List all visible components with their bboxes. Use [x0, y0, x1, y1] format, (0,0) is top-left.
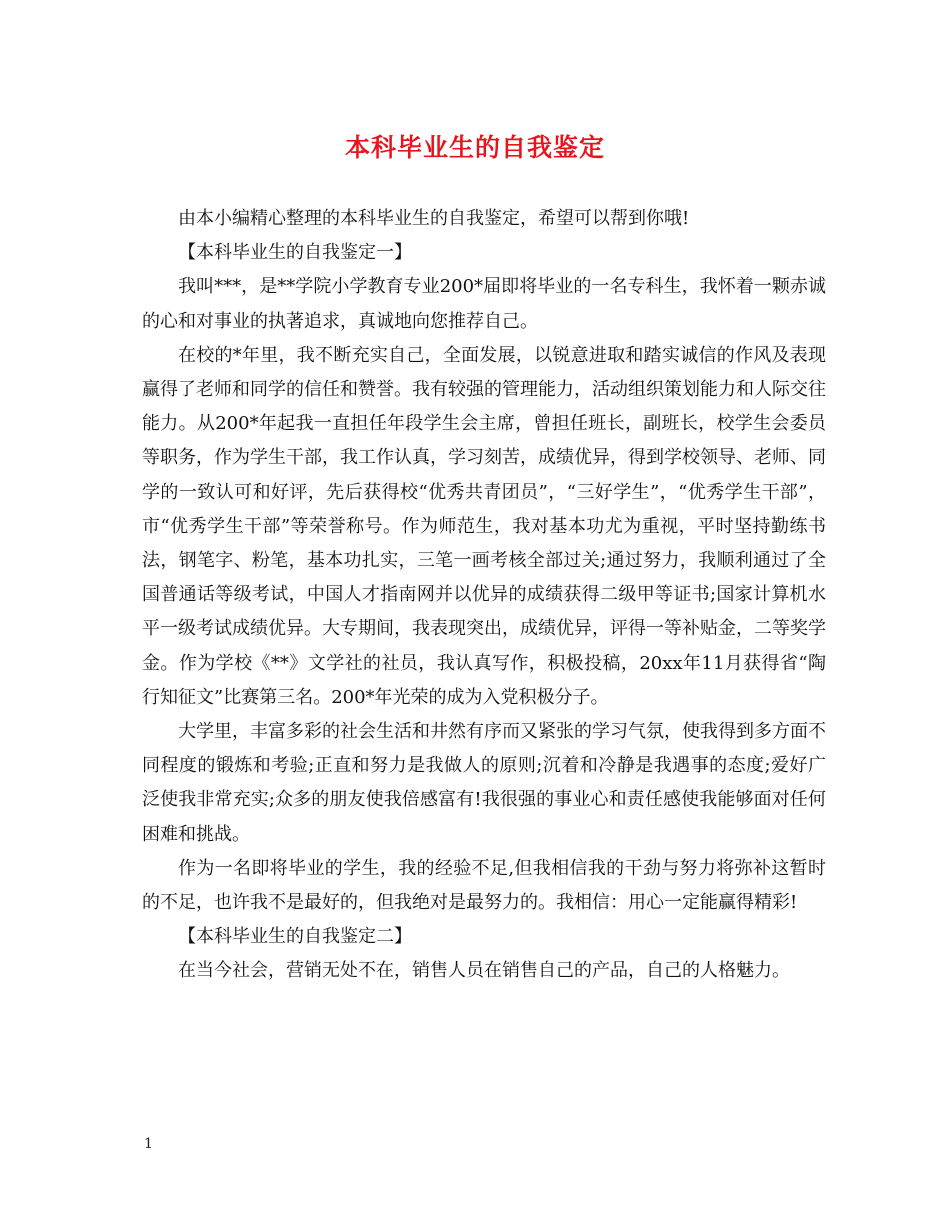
- page-number: 1: [144, 1136, 153, 1152]
- body-paragraph: 我叫***，是**学院小学教育专业200*届即将毕业的一名专科生，我怀着一颗赤诚的心和对事业的执著追求，真诚地向您推荐自己。: [142, 276, 826, 332]
- section-heading-1: 【本科毕业生的自我鉴定一】: [178, 242, 412, 264]
- body-paragraph: 在当今社会，营销无处不在，销售人员在销售自己的产品，自己的人格魅力。: [178, 960, 790, 982]
- section-heading-2: 【本科毕业生的自我鉴定二】: [178, 926, 412, 948]
- body-paragraph: 在校的*年里，我不断充实自己，全面发展，以锐意进取和踏实诚信的作风及表现赢得了老师和同学的信任和赞誉。我有较强的管理能力，活动组织策划能力和人际交往能力。从200*年起我一直担任年段学生会主席，曾担任班长，副班长，校学生会委员等职务，作为学生干部，我工作认真，学习刻苦，成绩优异，得到学校领导、老师、同学的一致认可和好评，先后获得校“优秀共青团员”，“三好学生”，“优秀学生干部”，市“优秀学生干部”等荣誉称号。作为师范生，我对基本功尤为重视，平时坚持勤练书法，钢笔字、粉笔，基本功扎实，三笔一画考核全部过关;通过努力，我顺利通过了全国普通话等级考试，中国人才指南网并以优异的成绩获得二级甲等证书;国家计算机水平一级考试成绩优异。大专期间，我表现突出，成绩优异，评得一等补贴金，二等奖学金。作为学校《**》文学社的社员，我认真写作，积极投稿，20xx年11月获得省“陶行知征文”比赛第三名。200*年光荣的成为入党积极分子。: [142, 344, 826, 708]
- document-body: [142, 202, 826, 989]
- body-paragraph: 大学里，丰富多彩的社会生活和井然有序而又紧张的学习气氛，使我得到多方面不同程度的锻炼和考验;正直和努力是我做人的原则;沉着和冷静是我遇事的态度;爱好广泛使我非常充实;众多的朋友使我倍感富有!我很强的事业心和责任感使我能够面对任何困难和挑战。: [142, 721, 826, 845]
- intro-paragraph: 由本小编精心整理的本科毕业生的自我鉴定，希望可以帮到你哦!: [178, 208, 690, 229]
- body-paragraph: 作为一名即将毕业的学生，我的经验不足,但我相信我的干劲与努力将弥补这暂时的不足，也许我不是最好的，但我绝对是最努力的。我相信：用心一定能赢得精彩!: [142, 857, 826, 914]
- document-title: 本科毕业生的自我鉴定: [344, 133, 605, 162]
